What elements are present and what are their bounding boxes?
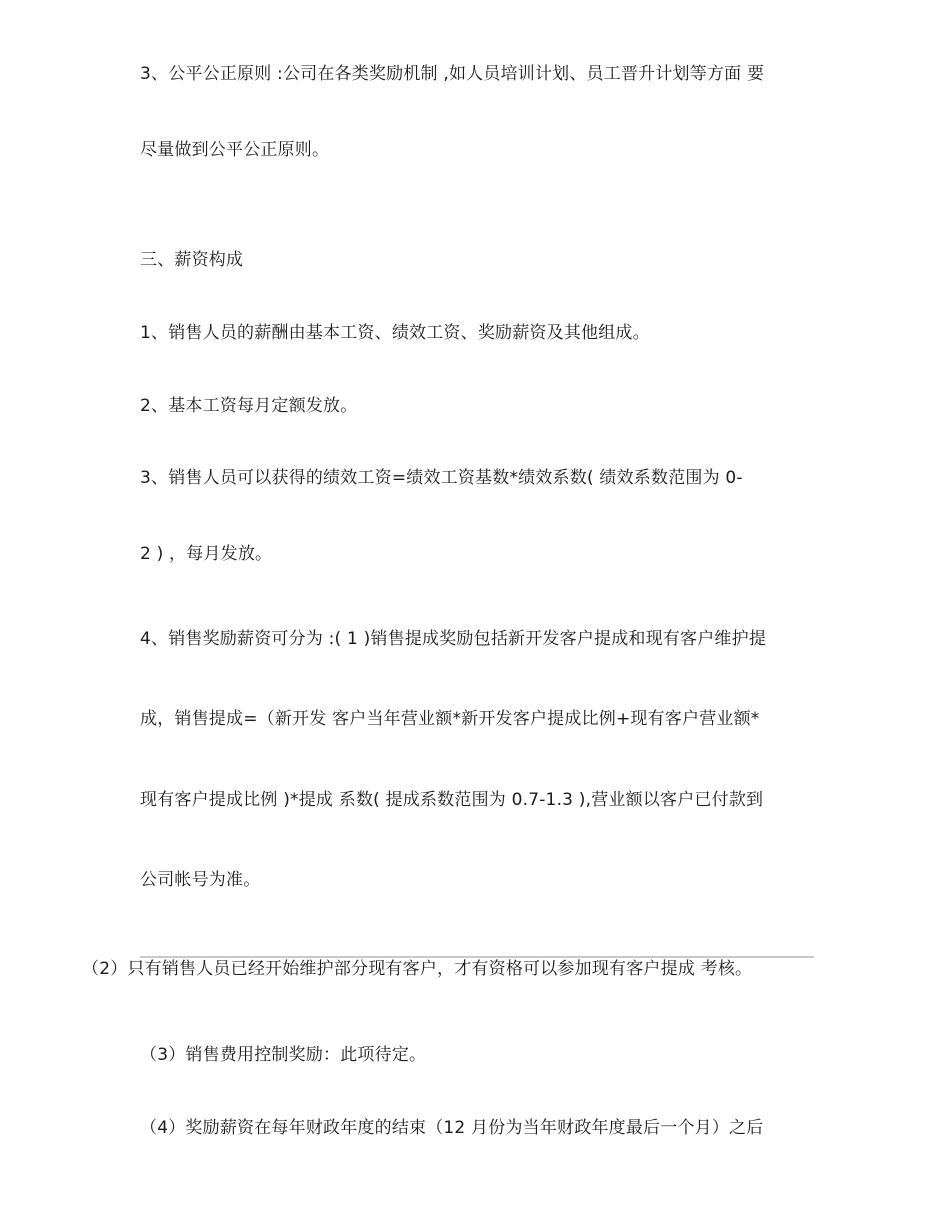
salary-item-1: 1、销售人员的薪酬由基本工资、绩效工资、奖励薪资及其他组成。	[140, 323, 650, 343]
salary-item-2: 2、基本工资每月定额发放。	[140, 396, 358, 416]
principle-3-line-1: 3、公平公正原则 :公司在各类奖励机制 ,如人员培训计划、员工晋升计划等方面 要	[140, 64, 765, 84]
salary-item-4-line-1: 4、销售奖励薪资可分为 :( 1 )销售提成奖励包括新开发客户提成和现有客户维护提	[140, 629, 767, 649]
salary-item-4-line-2: 成，销售提成=（新开发 客户当年营业额*新开发客户提成比例+现有客户营业额*	[140, 709, 760, 729]
salary-item-3-line-2: 2 ) ，每月发放。	[140, 544, 273, 564]
sub-item-3: （3）销售费用控制奖励：此项待定。	[140, 1045, 427, 1065]
salary-item-4-line-3: 现有客户提成比例 )*提成 系数( 提成系数范围为 0.7-1.3 ),营业额以客户已付款到	[140, 790, 764, 810]
salary-item-4-line-4: 公司帐号为准。	[140, 870, 261, 890]
salary-item-3-line-1: 3、销售人员可以获得的绩效工资=绩效工资基数*绩效系数( 绩效系数范围为 0-	[140, 468, 743, 488]
principle-3-line-2: 尽量做到公平公正原则。	[140, 140, 330, 160]
section-heading-salary-structure: 三、薪资构成	[140, 250, 244, 270]
sub-item-4: （4）奖励薪资在每年财政年度的结束（12 月份为当年财政年度最后一个月）之后	[140, 1118, 764, 1138]
sub-item-2: （2）只有销售人员已经开始维护部分现有客户，才有资格可以参加现有客户提成 考核。	[82, 959, 753, 979]
